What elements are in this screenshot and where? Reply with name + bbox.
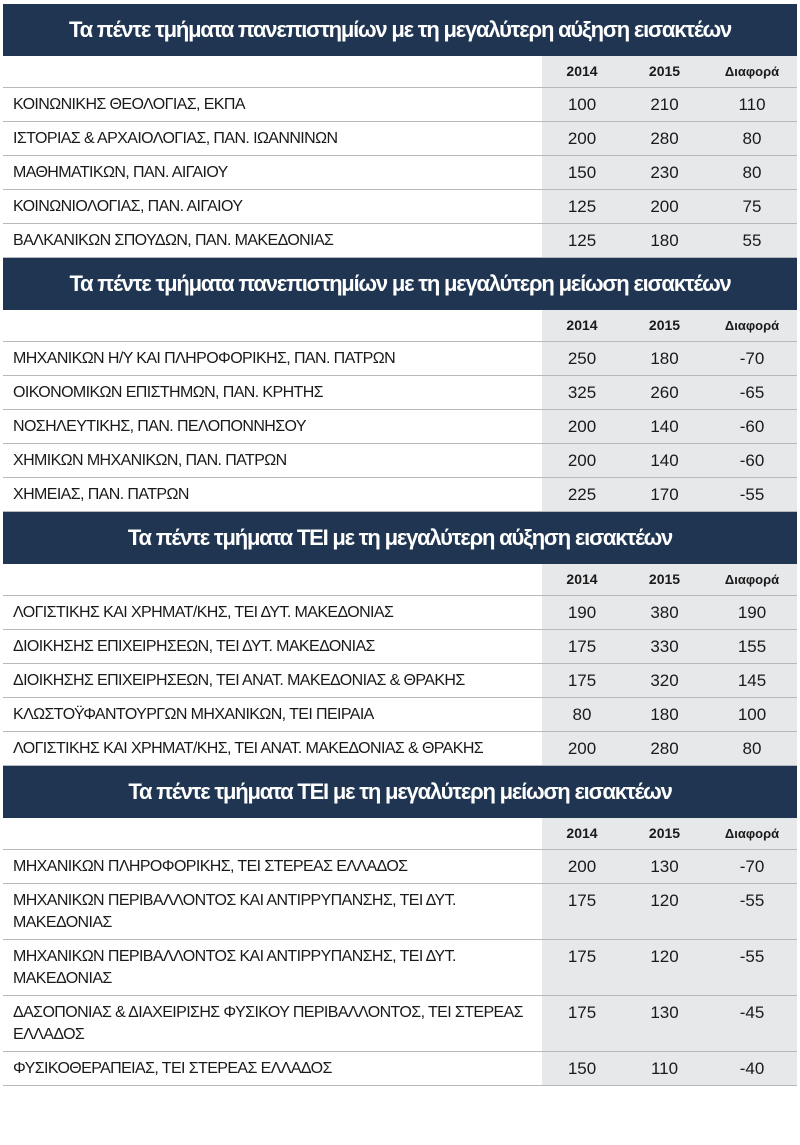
table-header-row [3, 564, 797, 596]
table-row [3, 478, 797, 512]
value-difference: -55 [707, 940, 797, 996]
table-row [3, 444, 797, 478]
department-name: ΜΗΧΑΝΙΚΩΝ ΠΛΗΡΟΦΟΡΙΚΗΣ, ΤΕΙ ΣΤΕΡΕΑΣ ΕΛΛΑΔΟΣ [3, 850, 542, 884]
header-difference: Διαφορά [707, 818, 797, 850]
value-2014: 175 [542, 940, 622, 996]
value-2014: 175 [542, 630, 622, 664]
admissions-section [3, 766, 797, 1086]
table-row [3, 1052, 797, 1086]
section-title: Τα πέντε τμήματα πανεπιστημίων με τη μεγαλύτερη μείωση εισακτέων [3, 258, 797, 310]
admissions-section [3, 258, 797, 512]
department-name: ΜΗΧΑΝΙΚΩΝ Η/Υ ΚΑΙ ΠΛΗΡΟΦΟΡΙΚΗΣ, ΠΑΝ. ΠΑΤΡΩΝ [3, 342, 542, 376]
value-difference: 110 [707, 88, 797, 122]
header-year-2015: 2015 [622, 310, 707, 342]
value-2015: 130 [622, 850, 707, 884]
value-difference: 75 [707, 190, 797, 224]
header-difference: Διαφορά [707, 310, 797, 342]
value-2014: 225 [542, 478, 622, 512]
department-name: ΧΗΜΕΙΑΣ, ΠΑΝ. ΠΑΤΡΩΝ [3, 478, 542, 512]
value-difference: -70 [707, 850, 797, 884]
table-row [3, 122, 797, 156]
table-header-row [3, 310, 797, 342]
department-name: ΦΥΣΙΚΟΘΕΡΑΠΕΙΑΣ, ΤΕΙ ΣΤΕΡΕΑΣ ΕΛΛΑΔΟΣ [3, 1052, 542, 1086]
value-2015: 120 [622, 884, 707, 940]
admissions-section [3, 512, 797, 766]
department-name: ΟΙΚΟΝΟΜΙΚΩΝ ΕΠΙΣΤΗΜΩΝ, ΠΑΝ. ΚΡΗΤΗΣ [3, 376, 542, 410]
department-name: ΜΑΘΗΜΑΤΙΚΩΝ, ΠΑΝ. ΑΙΓΑΙΟΥ [3, 156, 542, 190]
department-name: ΧΗΜΙΚΩΝ ΜΗΧΑΝΙΚΩΝ, ΠΑΝ. ΠΑΤΡΩΝ [3, 444, 542, 478]
value-2015: 230 [622, 156, 707, 190]
value-2015: 210 [622, 88, 707, 122]
department-name: ΔΙΟΙΚΗΣΗΣ ΕΠΙΧΕΙΡΗΣΕΩΝ, ΤΕΙ ΔΥΤ. ΜΑΚΕΔΟΝΙΑΣ [3, 630, 542, 664]
table-row [3, 664, 797, 698]
value-difference: -60 [707, 410, 797, 444]
admissions-table [3, 818, 797, 1086]
header-year-2014: 2014 [542, 564, 622, 596]
value-difference: 155 [707, 630, 797, 664]
table-row [3, 850, 797, 884]
value-2014: 175 [542, 996, 622, 1052]
department-name: ΛΟΓΙΣΤΙΚΗΣ ΚΑΙ ΧΡΗΜΑΤ/ΚΗΣ, ΤΕΙ ΔΥΤ. ΜΑΚΕΔΟΝΙΑΣ [3, 596, 542, 630]
value-difference: -40 [707, 1052, 797, 1086]
value-2015: 140 [622, 410, 707, 444]
table-row [3, 698, 797, 732]
value-2014: 175 [542, 884, 622, 940]
value-difference: 80 [707, 122, 797, 156]
header-year-2015: 2015 [622, 56, 707, 88]
department-name: ΚΟΙΝΩΝΙΟΛΟΓΙΑΣ, ΠΑΝ. ΑΙΓΑΙΟΥ [3, 190, 542, 224]
department-name: ΜΗΧΑΝΙΚΩΝ ΠΕΡΙΒΑΛΛΟΝΤΟΣ ΚΑΙ ΑΝΤΙΡΡΥΠΑΝΣΗΣ, ΤΕΙ ΔΥΤ. ΜΑΚΕΔΟΝΙΑΣ [3, 884, 542, 940]
table-row [3, 156, 797, 190]
value-2014: 200 [542, 122, 622, 156]
value-2014: 200 [542, 732, 622, 766]
value-2015: 180 [622, 698, 707, 732]
value-difference: 190 [707, 596, 797, 630]
department-name: ΛΟΓΙΣΤΙΚΗΣ ΚΑΙ ΧΡΗΜΑΤ/ΚΗΣ, ΤΕΙ ΑΝΑΤ. ΜΑΚΕΔΟΝΙΑΣ & ΘΡΑΚΗΣ [3, 732, 542, 766]
table-row [3, 224, 797, 258]
value-2014: 200 [542, 410, 622, 444]
value-2015: 260 [622, 376, 707, 410]
header-department [3, 310, 542, 342]
header-year-2014: 2014 [542, 56, 622, 88]
value-2015: 180 [622, 342, 707, 376]
department-name: ΙΣΤΟΡΙΑΣ & ΑΡΧΑΙΟΛΟΓΙΑΣ, ΠΑΝ. ΙΩΑΝΝΙΝΩΝ [3, 122, 542, 156]
value-2015: 110 [622, 1052, 707, 1086]
value-2015: 280 [622, 732, 707, 766]
value-2014: 175 [542, 664, 622, 698]
value-2015: 200 [622, 190, 707, 224]
value-2014: 250 [542, 342, 622, 376]
table-header-row [3, 56, 797, 88]
value-2014: 150 [542, 1052, 622, 1086]
header-year-2015: 2015 [622, 564, 707, 596]
table-header-row [3, 818, 797, 850]
department-name: ΔΑΣΟΠΟΝΙΑΣ & ΔΙΑΧΕΙΡΙΣΗΣ ΦΥΣΙΚΟΥ ΠΕΡΙΒΑΛΛΟΝΤΟΣ, ΤΕΙ ΣΤΕΡΕΑΣ ΕΛΛΑΔΟΣ [3, 996, 542, 1052]
value-difference: -70 [707, 342, 797, 376]
admissions-section [3, 4, 797, 258]
value-2015: 140 [622, 444, 707, 478]
department-name: ΜΗΧΑΝΙΚΩΝ ΠΕΡΙΒΑΛΛΟΝΤΟΣ ΚΑΙ ΑΝΤΙΡΡΥΠΑΝΣΗΣ, ΤΕΙ ΔΥΤ. ΜΑΚΕΔΟΝΙΑΣ [3, 940, 542, 996]
value-2014: 200 [542, 444, 622, 478]
value-2014: 150 [542, 156, 622, 190]
value-2015: 120 [622, 940, 707, 996]
table-row [3, 342, 797, 376]
table-row [3, 376, 797, 410]
header-year-2014: 2014 [542, 310, 622, 342]
value-difference: 80 [707, 732, 797, 766]
header-department [3, 818, 542, 850]
header-year-2015: 2015 [622, 818, 707, 850]
table-row [3, 884, 797, 940]
table-row [3, 596, 797, 630]
value-difference: -55 [707, 884, 797, 940]
department-name: ΚΛΩΣΤΟΫΦΑΝΤΟΥΡΓΩΝ ΜΗΧΑΝΙΚΩΝ, ΤΕΙ ΠΕΙΡΑΙΑ [3, 698, 542, 732]
value-difference: -60 [707, 444, 797, 478]
table-row [3, 88, 797, 122]
value-difference: -65 [707, 376, 797, 410]
value-2015: 330 [622, 630, 707, 664]
department-name: ΔΙΟΙΚΗΣΗΣ ΕΠΙΧΕΙΡΗΣΕΩΝ, ΤΕΙ ΑΝΑΤ. ΜΑΚΕΔΟΝΙΑΣ & ΘΡΑΚΗΣ [3, 664, 542, 698]
section-title: Τα πέντε τμήματα ΤΕΙ με τη μεγαλύτερη αύξηση εισακτέων [3, 512, 797, 564]
section-title: Τα πέντε τμήματα ΤΕΙ με τη μεγαλύτερη μείωση εισακτέων [3, 766, 797, 818]
table-row [3, 190, 797, 224]
value-2015: 170 [622, 478, 707, 512]
sections-container [3, 4, 797, 1086]
table-row [3, 996, 797, 1052]
value-2015: 180 [622, 224, 707, 258]
value-2014: 125 [542, 224, 622, 258]
value-2014: 325 [542, 376, 622, 410]
section-title: Τα πέντε τμήματα πανεπιστημίων με τη μεγαλύτερη αύξηση εισακτέων [3, 4, 797, 56]
value-2014: 125 [542, 190, 622, 224]
admissions-table [3, 564, 797, 766]
header-difference: Διαφορά [707, 564, 797, 596]
value-difference: 145 [707, 664, 797, 698]
value-2014: 80 [542, 698, 622, 732]
department-name: ΒΑΛΚΑΝΙΚΩΝ ΣΠΟΥΔΩΝ, ΠΑΝ. ΜΑΚΕΔΟΝΙΑΣ [3, 224, 542, 258]
value-2015: 320 [622, 664, 707, 698]
header-department [3, 564, 542, 596]
value-2015: 380 [622, 596, 707, 630]
header-difference: Διαφορά [707, 56, 797, 88]
value-2014: 190 [542, 596, 622, 630]
table-row [3, 940, 797, 996]
admissions-table [3, 310, 797, 512]
department-name: ΚΟΙΝΩΝΙΚΗΣ ΘΕΟΛΟΓΙΑΣ, ΕΚΠΑ [3, 88, 542, 122]
table-row [3, 410, 797, 444]
value-2015: 130 [622, 996, 707, 1052]
header-department [3, 56, 542, 88]
value-difference: -55 [707, 478, 797, 512]
admissions-table [3, 56, 797, 258]
value-2014: 200 [542, 850, 622, 884]
value-difference: 80 [707, 156, 797, 190]
value-2014: 100 [542, 88, 622, 122]
table-row [3, 732, 797, 766]
value-difference: -45 [707, 996, 797, 1052]
value-difference: 100 [707, 698, 797, 732]
table-row [3, 630, 797, 664]
value-2015: 280 [622, 122, 707, 156]
value-difference: 55 [707, 224, 797, 258]
header-year-2014: 2014 [542, 818, 622, 850]
department-name: ΝΟΣΗΛΕΥΤΙΚΗΣ, ΠΑΝ. ΠΕΛΟΠΟΝΝΗΣΟΥ [3, 410, 542, 444]
